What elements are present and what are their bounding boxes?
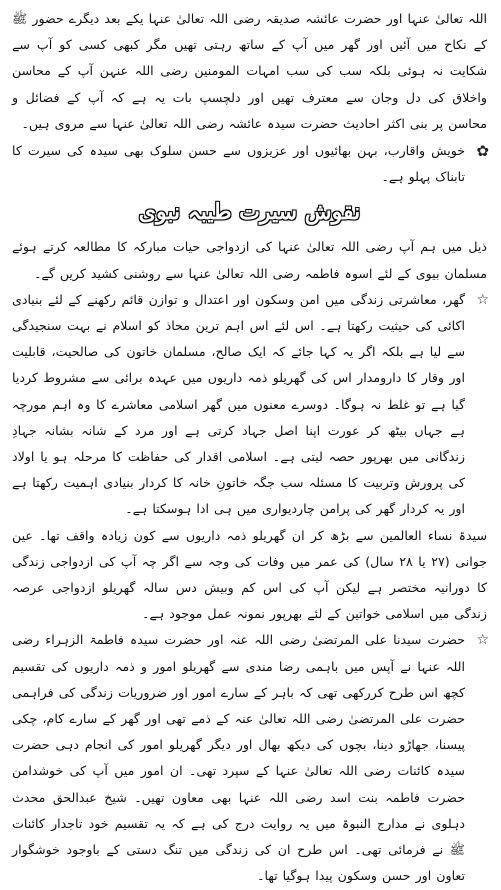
flower-bullet-item (12, 138, 487, 190)
bullet-text: خویش واقارب، بہن بھائیوں اور عزیزوں سے حسن سلوک بھی سیدہ کی سیرت کا تابناک پہلو ہے۔ (12, 143, 465, 185)
star-bullet-icon: ☆ (476, 291, 489, 308)
duties-paragraph: سیدۃ نساء العالمین سے بڑھ کر ان گھریلو ذمہ داریوں سے کون زیادہ واقف تھا۔ عین جوانی (۲۷ یا ۲۸ سال) کی عمر میں وفات کی وجہ سے اگر چہ آپ کی ازدواجی زندگی کا دورانیہ مختصر ہے لیکن آپ کی اس کم وبیش دس سالہ گھریلو ازدواجی عرصہ زندگی میں اسلامی خواتین کے لئے بھرپور نمونہ عمل موجود ہے۔ (12, 527, 487, 622)
paragraph-continuation: اللہ تعالیٰ عنہا اور حضرت عائشہ صدیقہ رضی اللہ تعالیٰ عنہا یکے بعد دیگرے حضور ﷺ کے نکاح میں آئیں اور گھر میں آپ کے ساتھ رہتی تھیں مگر کبھی کسی کو آپ سے شکایت نہ ہوئی بلکہ سب کی سب امہات المومنین رضی اللہ عنہن آپ کے محاسن واخلاق کی دل وجان سے معترف تھیں اور دلچسپ بات یہ ہے کہ آپ کے فضائل و محاسن پر بنی اکثر احادیث حضرت سیدہ عائشہ رضی اللہ تعالیٰ عنہا سے مروی ہیں۔ (12, 11, 487, 131)
section-heading-wrap (12, 196, 487, 228)
star-bullet-item-1 (12, 287, 487, 523)
star-bullet-item-2 (12, 627, 487, 889)
flower-bullet-icon: ✿ (476, 142, 489, 161)
intro-paragraph: ذیل میں ہم آپ رضی اللہ تعالیٰ عنہا کی ازدواجی حیات مبارکہ کا مطالعہ کرتے ہوئے مسلمان بیوی کے لئے اسوہ فاطمہ رضی اللہ تعالیٰ عنہا سے روشنی کشید کریں گے۔ (12, 239, 487, 281)
star-bullet-icon: ☆ (476, 632, 489, 649)
division-paragraph: حضرت سیدنا علی المرتضیٰ رضی اللہ عنہ اور حضرت سیدہ فاطمۃ الزہراء رضی اللہ عنہا نے آپس میں باہمی رضا مندی سے گھریلو امور و ذمہ داریوں کی تقسیم کچھ اس طرح کررکھی تھی کہ باہر کے سارے امور اور ضروریات زندگی کی فراہمی حضرت علی المرتضیٰ رضی اللہ تعالیٰ عنہ کے ذمے تھی اور گھر کے سارے کام، چکی پیسنا، جھاڑو دینا، بچوں کی دیکھ بھال اور دیگر گھریلو امور کی انجام دہی حضرت سیدہ کائنات رضی اللہ تعالیٰ عنہا کے سپرد تھی۔ ان امور میں آپ کی خوشدامن حضرت فاطمہ بنت اسد رضی اللہ عنہا بھی معاون تھیں۔ شیخ عبدالحق محدث دہلوی نے مدارج النبوۃ میں یہ روایت درج کی ہے کہ یہ تقسیم خود تاجدار کائنات ﷺ نے فرمائی تھی۔ اس طرح ان کی زندگی میں تنگ دستی کے باوجود خوشگوار تعاون اور حسن وسکون پیدا ہوگیا تھا۔ (12, 632, 465, 884)
section-heading: نقوش سیرت طیبہ نبوی (138, 199, 361, 226)
home-paragraph: گھر، معاشرتی زندگی میں امن وسکون اور اعتدال و توازن قائم رکھنے کے لئے بنیادی اکائی کی حیثیت رکھتا ہے۔ اس لئے اس اہم ترین محاذ کو اسلام نے بہت سنجیدگی سے لیا ہے بلکہ اگر یہ کہا جائے کہ ایک صالح، مسلمان خاتون کی صالحیت، قابلیت اور وقار کا دارومدار اس کی گھریلو ذمہ داریوں میں عہدہ برائی سے مشروط کردیا گیا ہے تو غلط نہ ہوگا۔ دوسرے معنوں میں گھر اسلامی معاشرے کا وہ اہم مورچہ ہے جہاں بیٹھ کر عورت اپنا اصل جہاد کرتی ہے اور مرد کے شانہ بشانہ جہادِ زندگانی میں بھرپور حصہ لیتی ہے۔ اسلامی اقدار کی حفاظت کا مرحلہ ہو یا اولاد کی پرورش وتربیت کا مسئلہ سب جگہ خاتونِ خانہ کا کردار بنیادی اہمیت رکھتا ہے اور یہ کردار گھر کی پرامن چاردیواری میں ہی ادا ہوسکتا ہے۔ (12, 291, 465, 517)
